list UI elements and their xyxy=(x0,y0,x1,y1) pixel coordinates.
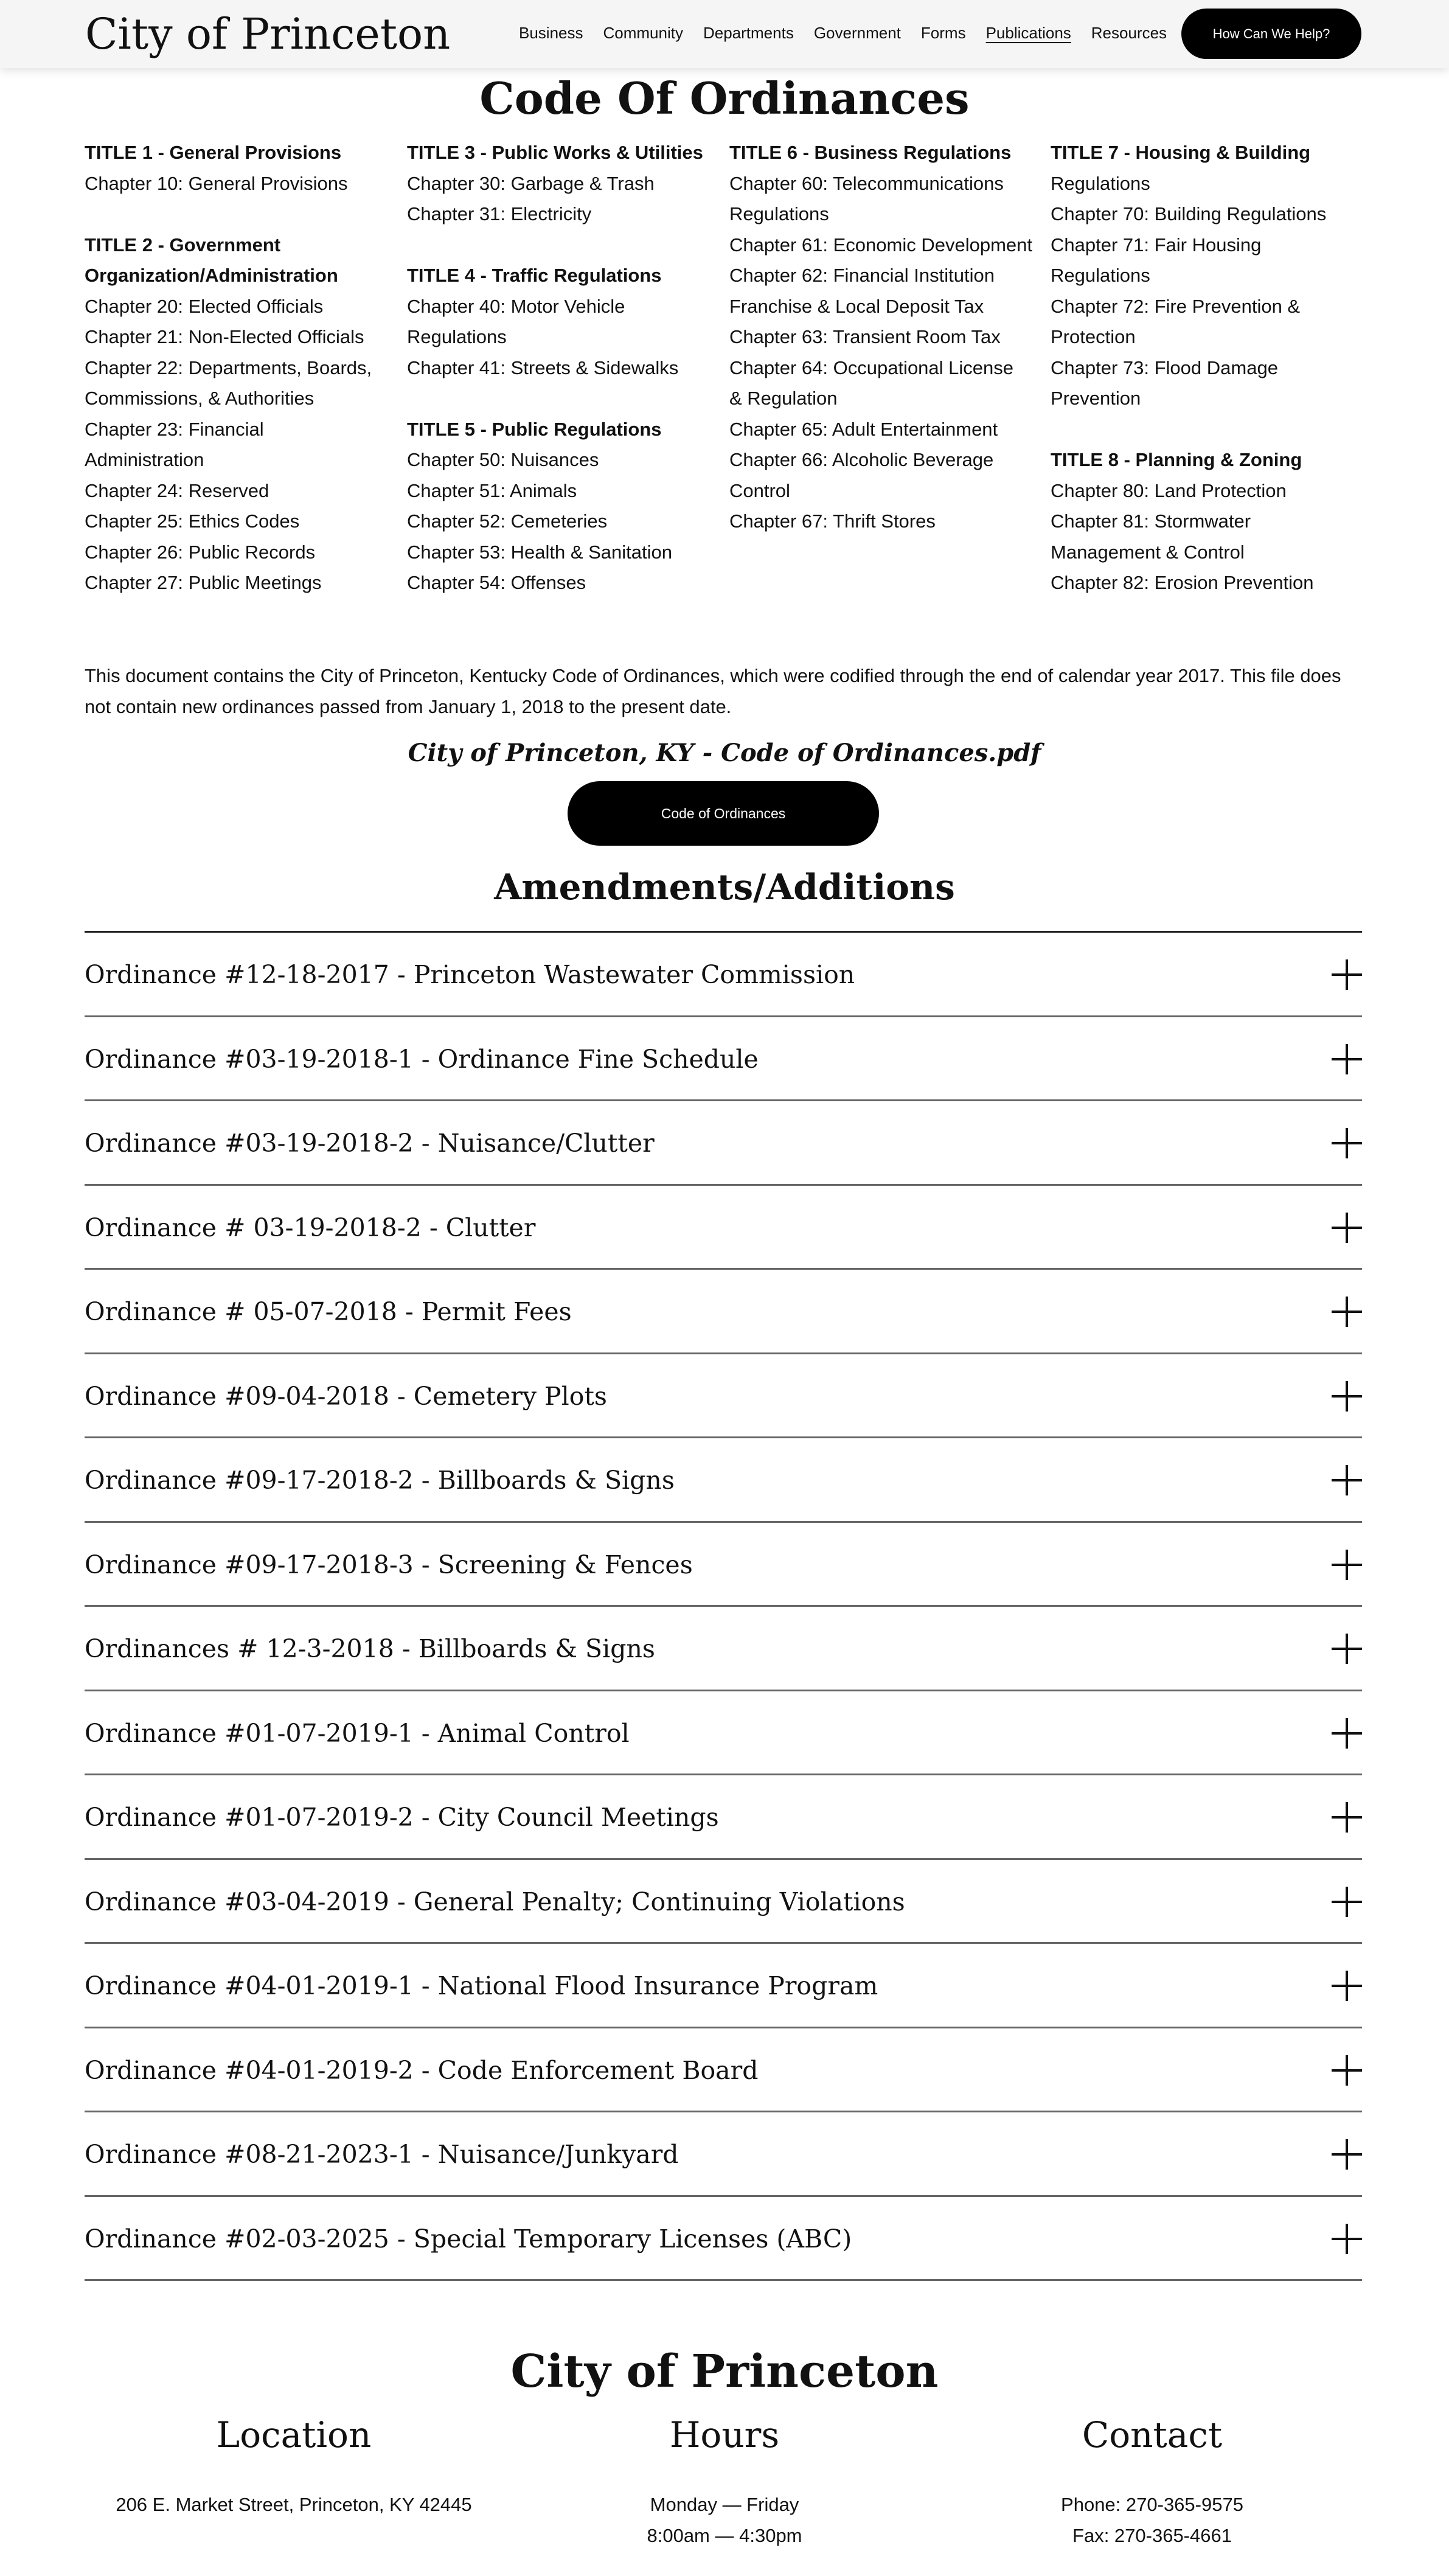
plus-icon[interactable] xyxy=(1332,1465,1362,1495)
title-heading: TITLE 8 - Planning & Zoning xyxy=(1051,449,1302,470)
ordinance-title: Ordinance #03-04-2019 - General Penalty; Continuing Violations xyxy=(85,1887,905,1916)
chapter-link[interactable]: Regulations xyxy=(407,326,507,347)
chapter-link[interactable]: Chapter 66: Alcoholic Beverage xyxy=(729,449,994,470)
footer-hours xyxy=(512,2406,937,2551)
title-heading: TITLE 7 - Housing & Building xyxy=(1051,142,1311,163)
titles-column-4 xyxy=(1051,138,1367,599)
plus-icon[interactable] xyxy=(1332,1887,1362,1917)
ordinance-title: Ordinance # 05-07-2018 - Permit Fees xyxy=(85,1297,572,1327)
chapter-link[interactable]: Chapter 31: Electricity xyxy=(407,203,592,225)
plus-icon[interactable] xyxy=(1332,1971,1362,2001)
hours-days: Monday — Friday xyxy=(650,2494,799,2515)
chapter-link[interactable]: Commissions, & Authorities xyxy=(85,388,314,409)
nav-publications[interactable]: Publications xyxy=(985,24,1071,42)
chapter-link[interactable]: Chapter 67: Thrift Stores xyxy=(729,510,936,532)
chapter-link[interactable]: Chapter 41: Streets & Sidewalks xyxy=(407,357,679,378)
main-nav xyxy=(519,22,1187,44)
title-heading: TITLE 6 - Business Regulations xyxy=(729,142,1012,163)
nav-resources[interactable]: Resources xyxy=(1091,24,1167,42)
contact-heading: Contact xyxy=(1082,2414,1223,2456)
plus-icon[interactable] xyxy=(1332,1718,1362,1749)
ordinance-row[interactable] xyxy=(85,1438,1362,1523)
nav-business[interactable]: Business xyxy=(519,24,583,42)
nav-departments[interactable]: Departments xyxy=(703,24,794,42)
nav-government[interactable]: Government xyxy=(813,24,901,42)
page-title: Code Of Ordinances xyxy=(479,72,970,124)
chapter-link[interactable]: Chapter 73: Flood Damage xyxy=(1051,357,1278,378)
chapter-link[interactable]: Chapter 26: Public Records xyxy=(85,541,316,563)
chapter-link[interactable]: Chapter 61: Economic Development xyxy=(729,234,1032,256)
hours-heading: Hours xyxy=(669,2414,780,2456)
plus-icon[interactable] xyxy=(1332,1128,1362,1158)
chapter-link[interactable]: Chapter 53: Health & Sanitation xyxy=(407,541,672,563)
chapter-link[interactable]: & Regulation xyxy=(729,388,838,409)
chapter-link[interactable]: Chapter 27: Public Meetings xyxy=(85,572,322,593)
chapter-link[interactable]: Chapter 81: Stormwater xyxy=(1051,510,1251,532)
plus-icon[interactable] xyxy=(1332,959,1362,990)
ordinance-row[interactable] xyxy=(85,1523,1362,1607)
chapter-link[interactable]: Chapter 25: Ethics Codes xyxy=(85,510,300,532)
ordinance-row[interactable] xyxy=(85,1354,1362,1439)
chapter-link[interactable]: Chapter 52: Cemeteries xyxy=(407,510,608,532)
chapter-link[interactable]: Control xyxy=(729,479,790,501)
chapter-link[interactable]: Chapter 51: Animals xyxy=(407,479,577,501)
hours-time: 8:00am — 4:30pm xyxy=(647,2524,802,2546)
chapter-link[interactable]: Chapter 22: Departments, Boards, xyxy=(85,357,372,378)
plus-icon[interactable] xyxy=(1332,2224,1362,2254)
ordinance-row[interactable] xyxy=(85,1607,1362,1691)
ordinance-row[interactable] xyxy=(85,2112,1362,2197)
code-description: This document contains the City of Princeton, Kentucky Code of Ordinances, which were codified through the end of calendar year 2017. This file does not contain new ordinances passed from January 1, 2018 to the present date. xyxy=(85,665,1341,717)
ordinance-title: Ordinance #04-01-2019-1 - National Flood Insurance Program xyxy=(85,1971,878,2001)
chapter-link[interactable]: Franchise & Local Deposit Tax xyxy=(729,295,984,317)
titles-grid xyxy=(85,138,1362,606)
chapter-link[interactable]: Chapter 20: Elected Officials xyxy=(85,295,324,317)
ordinance-title: Ordinance #09-04-2018 - Cemetery Plots xyxy=(85,1381,607,1411)
contact-fax: Fax: 270-365-4661 xyxy=(1072,2524,1232,2546)
plus-icon[interactable] xyxy=(1332,1297,1362,1327)
plus-icon[interactable] xyxy=(1332,1802,1362,1833)
ordinance-row[interactable] xyxy=(85,1270,1362,1354)
how-can-we-help-button[interactable]: How Can We Help? xyxy=(1181,9,1361,59)
ordinance-title: Ordinance #12-18-2017 - Princeton Wastewater Commission xyxy=(85,960,855,990)
ordinance-row[interactable] xyxy=(85,933,1362,1017)
chapter-link[interactable]: Chapter 63: Transient Room Tax xyxy=(729,326,1001,347)
amendments-title: Amendments/Additions xyxy=(494,866,955,908)
titles-column-3 xyxy=(729,138,1046,537)
title-heading: TITLE 2 - Government xyxy=(85,234,281,256)
ordinance-row[interactable] xyxy=(85,2028,1362,2113)
spacer xyxy=(85,199,401,230)
chapter-link[interactable]: Chapter 64: Occupational License xyxy=(729,357,1014,378)
footer-contact xyxy=(939,2406,1365,2551)
chapter-link[interactable]: Chapter 10: General Provisions xyxy=(85,172,348,194)
code-of-ordinances-button[interactable]: Code of Ordinances xyxy=(568,781,879,846)
chapter-link[interactable]: Protection xyxy=(1051,326,1136,347)
ordinance-row[interactable] xyxy=(85,1186,1362,1270)
chapter-link[interactable]: Chapter 60: Telecommunications xyxy=(729,172,1004,194)
plus-icon[interactable] xyxy=(1332,2139,1362,2170)
ordinance-title: Ordinance #04-01-2019-2 - Code Enforcement Board xyxy=(85,2055,759,2085)
chapter-link[interactable]: Chapter 50: Nuisances xyxy=(407,449,599,470)
chapter-link[interactable]: Chapter 54: Offenses xyxy=(407,572,586,593)
title-heading: TITLE 3 - Public Works & Utilities xyxy=(407,142,703,163)
spacer xyxy=(407,230,723,261)
chapter-link[interactable]: Management & Control xyxy=(1051,541,1245,563)
ordinance-title: Ordinances # 12-3-2018 - Billboards & Signs xyxy=(85,1634,655,1664)
chapter-link[interactable]: Chapter 71: Fair Housing xyxy=(1051,234,1262,256)
title-heading: Organization/Administration xyxy=(85,265,338,286)
chapter-link[interactable]: Chapter 80: Land Protection xyxy=(1051,479,1287,501)
ordinance-title: Ordinance #01-07-2019-1 - Animal Control xyxy=(85,1718,630,1748)
ordinance-title: Ordinance #02-03-2025 - Special Temporary Licenses (ABC) xyxy=(85,2224,852,2254)
plus-icon[interactable] xyxy=(1332,1381,1362,1412)
chapter-link[interactable]: Chapter 65: Adult Entertainment xyxy=(729,418,998,440)
title-heading: TITLE 4 - Traffic Regulations xyxy=(407,265,662,286)
site-title[interactable]: City of Princeton xyxy=(85,9,451,59)
ordinance-row[interactable] xyxy=(85,1860,1362,1944)
ordinance-row[interactable] xyxy=(85,1101,1362,1186)
plus-icon[interactable] xyxy=(1332,2055,1362,2086)
plus-icon[interactable] xyxy=(1332,1550,1362,1580)
ordinance-title: Ordinance #08-21-2023-1 - Nuisance/Junkyard xyxy=(85,2140,679,2170)
ordinance-title: Ordinance #01-07-2019-2 - City Council Meetings xyxy=(85,1803,719,1833)
ordinance-row[interactable] xyxy=(85,1775,1362,1860)
plus-icon[interactable] xyxy=(1332,1634,1362,1664)
chapter-link[interactable]: Chapter 70: Building Regulations xyxy=(1051,203,1327,225)
nav-community[interactable]: Community xyxy=(603,24,683,42)
title-heading: TITLE 5 - Public Regulations xyxy=(407,418,662,440)
ordinance-title: Ordinance #09-17-2018-2 - Billboards & Signs xyxy=(85,1466,675,1495)
ordinance-accordion xyxy=(85,931,1362,2281)
spacer xyxy=(1051,414,1367,445)
ordinance-title: Ordinance # 03-19-2018-2 - Clutter xyxy=(85,1213,536,1242)
chapter-link[interactable]: Chapter 62: Financial Institution xyxy=(729,265,995,286)
chapter-link[interactable]: Chapter 23: Financial xyxy=(85,418,264,440)
plus-icon[interactable] xyxy=(1332,1044,1362,1074)
chapter-link[interactable]: Chapter 21: Non-Elected Officials xyxy=(85,326,364,347)
nav-forms[interactable]: Forms xyxy=(920,24,966,42)
location-heading: Location xyxy=(216,2414,372,2456)
contact-phone[interactable]: Phone: 270-365-9575 xyxy=(1061,2494,1243,2515)
chapter-link[interactable]: Chapter 40: Motor Vehicle xyxy=(407,295,625,317)
ordinance-row[interactable] xyxy=(85,1944,1362,2028)
chapter-link[interactable]: Prevention xyxy=(1051,388,1141,409)
chapter-link[interactable]: Regulations xyxy=(1051,265,1150,286)
chapter-link[interactable]: Chapter 30: Garbage & Trash xyxy=(407,172,655,194)
titles-column-1 xyxy=(85,138,401,599)
plus-icon[interactable] xyxy=(1332,1213,1362,1243)
location-address[interactable]: 206 E. Market Street, Princeton, KY 42445 xyxy=(116,2494,472,2515)
ordinance-row[interactable] xyxy=(85,1691,1362,1776)
chapter-link[interactable]: Chapter 72: Fire Prevention & xyxy=(1051,295,1301,317)
pdf-file-title[interactable]: City of Princeton, KY - Code of Ordinances.pdf xyxy=(408,739,1041,767)
footer-title: City of Princeton xyxy=(510,2345,939,2398)
ordinance-title: Ordinance #09-17-2018-3 - Screening & Fences xyxy=(85,1550,693,1579)
title-heading: TITLE 1 - General Provisions xyxy=(85,142,342,163)
ordinance-row[interactable] xyxy=(85,1017,1362,1102)
chapter-link[interactable]: Regulations xyxy=(1051,172,1150,194)
titles-column-2 xyxy=(407,138,723,599)
chapter-link[interactable]: Regulations xyxy=(729,203,829,225)
chapter-link[interactable]: Administration xyxy=(85,449,204,470)
footer-location xyxy=(81,2406,507,2521)
ordinance-row[interactable] xyxy=(85,2197,1362,2282)
spacer xyxy=(407,383,723,414)
site-header xyxy=(0,0,1449,68)
ordinance-title: Ordinance #03-19-2018-1 - Ordinance Fine Schedule xyxy=(85,1044,759,1074)
chapter-link[interactable]: Chapter 82: Erosion Prevention xyxy=(1051,572,1314,593)
chapter-link[interactable]: Chapter 24: Reserved xyxy=(85,479,269,501)
ordinance-title: Ordinance #03-19-2018-2 - Nuisance/Clutter xyxy=(85,1129,655,1158)
